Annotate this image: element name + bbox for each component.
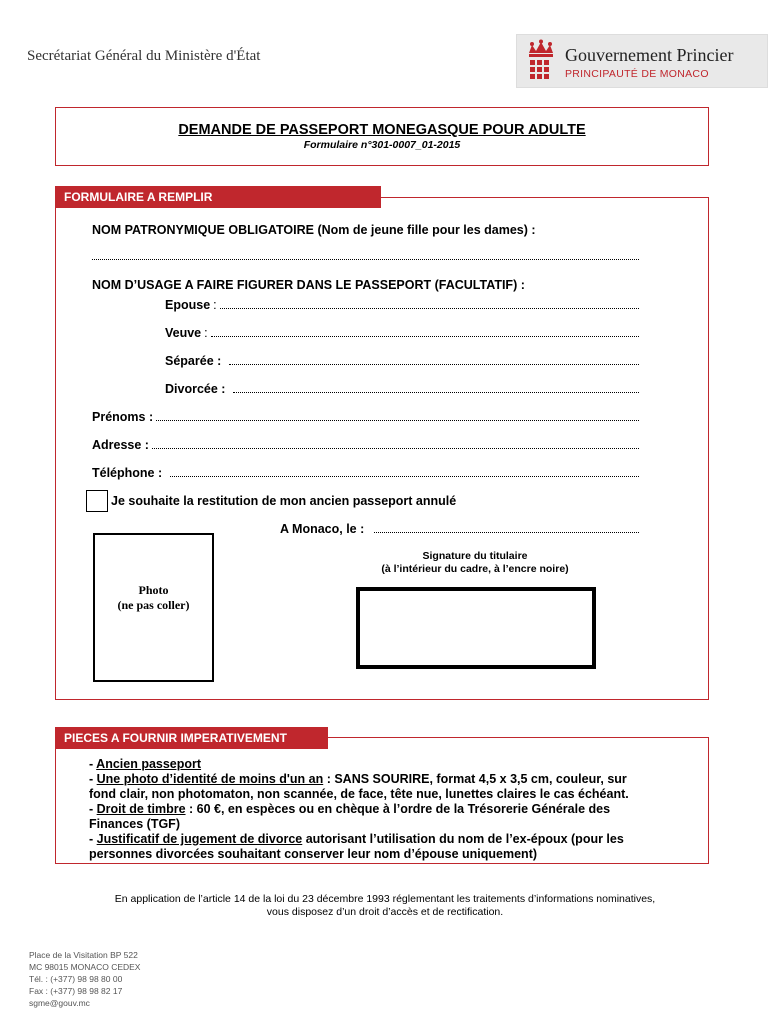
signature-note: (à l’intérieur du cadre, à l’encre noire)	[381, 563, 569, 575]
epouse-input[interactable]	[220, 298, 639, 309]
nom-patronymique-label: NOM PATRONYMIQUE OBLIGATOIRE (Nom de jeune fille pour les dames) :	[92, 223, 536, 237]
section-tab-formulaire: FORMULAIRE A REMPLIR	[55, 186, 381, 208]
telephone-input[interactable]	[170, 466, 639, 477]
requirement-2: - Une photo d’identité de moins d'un an : SANS SOURIRE, format 4,5 x 3,5 cm, couleur, sur	[89, 772, 627, 786]
restitution-checkbox[interactable]	[86, 490, 108, 512]
nom-patronymique-input[interactable]	[92, 250, 639, 260]
requirement-4: - Justificatif de jugement de divorce autorisant l’utilisation du nom de l’ex-époux (pour les	[89, 832, 624, 846]
separee-label: Séparée :	[165, 354, 222, 368]
photo-label: Photo	[138, 583, 169, 597]
government-title: Gouvernement Princier	[565, 45, 734, 65]
footer-address-line1: Place de la Visitation BP 522	[29, 950, 138, 960]
document-title: DEMANDE DE PASSEPORT MONEGASQUE POUR ADULTE	[178, 122, 586, 138]
epouse-label: Epouse	[165, 298, 211, 312]
requirement-3: - Droit de timbre : 60 €, en espèces ou en chèque à l’ordre de la Trésorerie Générale des	[89, 802, 611, 816]
form-number: Formulaire n°301-0007_01-2015	[303, 139, 461, 151]
signature-title: Signature du titulaire	[422, 550, 528, 562]
prenoms-label: Prénoms :	[92, 410, 154, 424]
requirements-list	[89, 757, 675, 862]
footer-fax: Fax : (+377) 98 98 82 17	[29, 986, 123, 996]
legal-notice-line2: vous disposez d’un droit d’accès et de rectification.	[266, 906, 504, 918]
requirement-2-cont: fond clair, non photomaton, non scannée, de face, tête nue, lunettes claires le cas échéant.	[89, 787, 629, 801]
government-logo	[516, 34, 768, 88]
title-box	[55, 107, 709, 166]
telephone-label: Téléphone :	[92, 466, 163, 480]
section-tab-pieces: PIECES A FOURNIR IMPERATIVEMENT	[55, 727, 328, 749]
signature-box[interactable]	[356, 587, 596, 669]
footer-tel: Tél. : (+377) 98 98 80 00	[29, 974, 123, 984]
divorcee-label: Divorcée :	[165, 382, 226, 396]
photo-note: (ne pas coller)	[117, 598, 190, 612]
legal-notice-line1: En application de l’article 14 de la loi du 23 décembre 1993 réglementant les traitements d’informations nominatives,	[114, 893, 656, 905]
adresse-label: Adresse :	[92, 438, 149, 452]
nom-usage-label: NOM D’USAGE A FAIRE FIGURER DANS LE PASSEPORT (FACULTATIF) :	[92, 278, 525, 292]
lieu-date-label: A Monaco, le :	[280, 522, 365, 536]
adresse-input[interactable]	[152, 438, 639, 449]
date-input[interactable]	[374, 522, 639, 533]
requirement-3-cont: Finances (TGF)	[89, 817, 180, 831]
ministry-name: Secrétariat Général du Ministère d'État	[27, 48, 261, 64]
divorcee-input[interactable]	[233, 382, 639, 393]
veuve-input[interactable]	[211, 326, 639, 337]
restitution-label: Je souhaite la restitution de mon ancien passeport annulé	[111, 494, 457, 508]
government-subtitle: PRINCIPAUTÉ DE MONACO	[565, 68, 709, 80]
separee-input[interactable]	[229, 354, 639, 365]
prenoms-input[interactable]	[156, 410, 639, 421]
requirement-1: - Ancien passeport	[89, 757, 202, 771]
footer-email[interactable]: sgme@gouv.mc	[29, 998, 90, 1008]
veuve-label: Veuve	[165, 326, 202, 340]
requirement-4-cont: personnes divorcées souhaitant conserver leur nom d’épouse uniquement)	[89, 847, 538, 861]
photo-frame	[93, 533, 214, 682]
monaco-crown-emblem-icon	[523, 39, 559, 83]
footer-address	[29, 949, 140, 1009]
footer-address-line2: MC 98015 MONACO CEDEX	[29, 962, 141, 972]
